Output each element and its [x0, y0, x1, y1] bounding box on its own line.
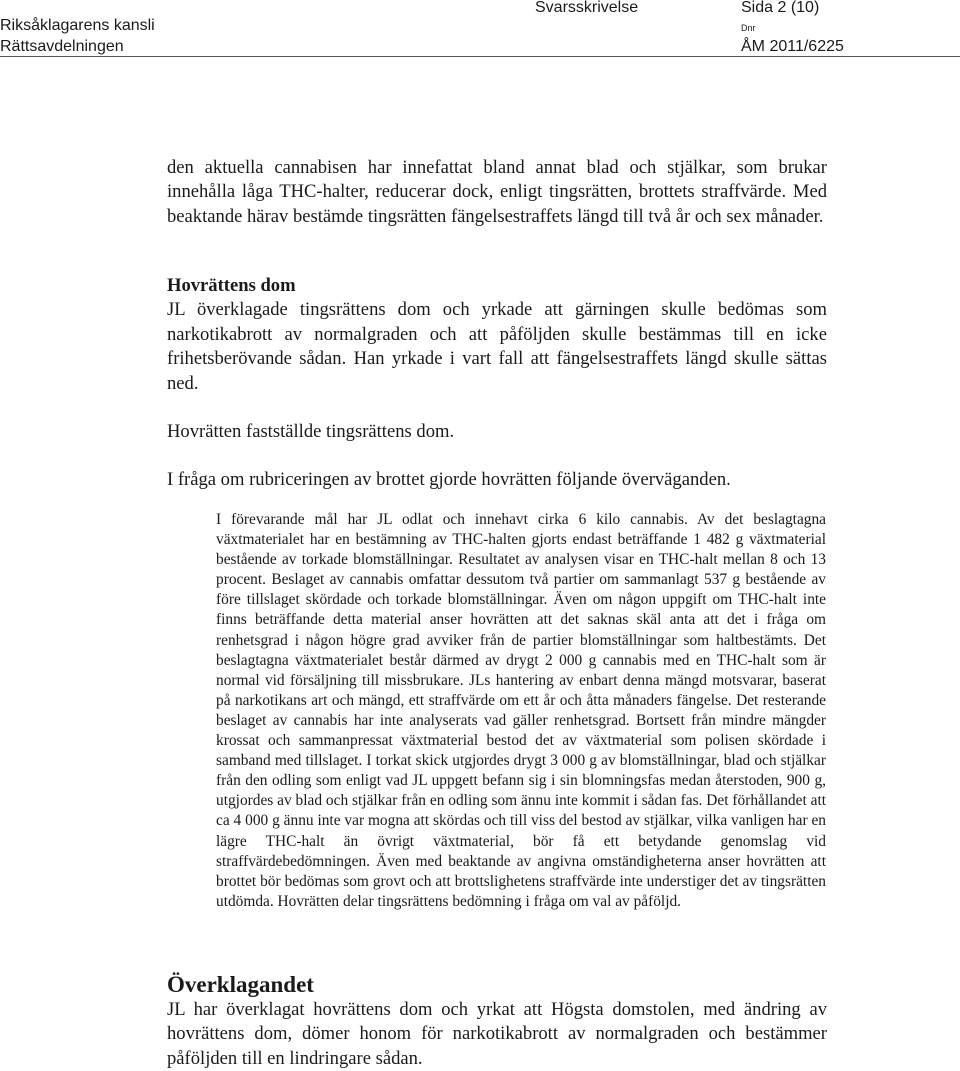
paragraph-appeal: JL överklagade tingsrättens dom och yrkade att gärningen skulle bedömas som narkotikabrott av normalgraden och att påföljden skulle bestämmas till en icke frihetsberövande sådan. Han yrkade i vart fall att fängelsestraffets längd skulle sättas ned.	[167, 299, 827, 394]
header-dnr-label: Dnr	[741, 23, 756, 33]
paragraph-text: JL har överklagat hovrättens dom och yrkat att Högsta domstolen, med ändring av hovrättens dom, dömer honom för narkotikabrott av normalgraden och bestämmer påföljden till en lindringare sådan.	[167, 999, 827, 1069]
paragraph-text: Hovrätten fastställde tingsrättens dom.	[167, 421, 455, 442]
paragraph-text: I fråga om rubriceringen av brottet gjorde hovrätten följande överväganden.	[167, 469, 731, 490]
header-page-number: Sida 2 (10)	[741, 0, 820, 16]
heading-hovrattens-dom: Hovrättens dom	[167, 275, 296, 296]
block-quote	[216, 510, 826, 912]
paragraph-overklagandet	[167, 998, 827, 1071]
paragraph-considerations	[167, 468, 827, 492]
header-unit: Rättsavdelningen	[0, 38, 124, 55]
paragraph-affirmed	[167, 420, 827, 444]
paragraph-text: den aktuella cannabisen har innefattat bland annat blad och stjälkar, som brukar innehålla låga THC-halter, reducerar dock, enligt tingsrätten, brottets straffvärde. Med beaktande härav bestämde tingsrätten fängelsestraffets längd till två år och sex månader.	[167, 157, 827, 227]
section-hovratt	[167, 274, 827, 396]
header-dnr: ÅM 2011/6225	[741, 38, 844, 55]
heading-overklagandet: Överklagandet	[167, 972, 314, 997]
paragraph-intro	[167, 156, 827, 229]
header-divider	[0, 56, 960, 57]
header-org: Riksåklagarens kansli	[0, 17, 155, 34]
header-doc-type: Svarsskrivelse	[535, 0, 639, 16]
quote-text: I förevarande mål har JL odlat och innehavt cirka 6 kilo cannabis. Av det beslagtagna växtmaterialet har en bestämning av THC-halten gjorts endast beträffande 1 482 g växtmaterial bestående av torkade blomställningar. Resultatet av analysen visar en THC-halt mellan 8 och 13 procent. Beslaget av cannabis omfattar dessutom två partier om sammanlagt 537 g bestående av före tillslaget skördade och torkade blomställningar. Även om någon uppgift om THC-halt inte finns beträffande detta material anser hovrätten att det saknas skäl anta att det i fråga om renhetsgrad i någon högre grad avviker från de partier blomställningar som haltbestämts. Det beslagtagna växtmaterialet består därmed av drygt 2 000 g cannabis med en THC-halt som är normal vid försäljning till missbrukare. JLs hantering av enbart denna mängd motsvarar, baserat på narkotikans art och mängd, ett straffvärde om ett år och åtta månaders fängelse. Det resterande beslaget av cannabis har inte analyserats vad gäller renhetsgrad. Bortsett från mindre mängder krossat och sammanpressat växtmaterial bestod det av växtmaterial som polisen skördade i samband med tillslaget. I torkat skick utgjordes drygt 3 000 g av blomställningar, blad och stjälkar från den odling som enligt vad JL uppgett befann sig i sin blomningsfas medan återstoden, 900 g, utgjordes av blad och stjälkar från en odling som ännu inte kommit i sådan fas. Det förhållandet att ca 4 000 g ännu inte var mogna att skördas och till viss del bestod av stjälkar, vilka vanligen har en lägre THC-halt än övrigt växtmaterial, bör få ett betydande genomslag vid straffvärdebedömningen. Även med beaktande av angivna omständigheterna anser hovrätten att brottet bör bedömas som grovt och att brottslighetens straffvärde inte understiger det av tingsrätten utdömda. Hovrätten delar tingsrättens bedömning i fråga om val av påföljd.	[216, 511, 826, 910]
